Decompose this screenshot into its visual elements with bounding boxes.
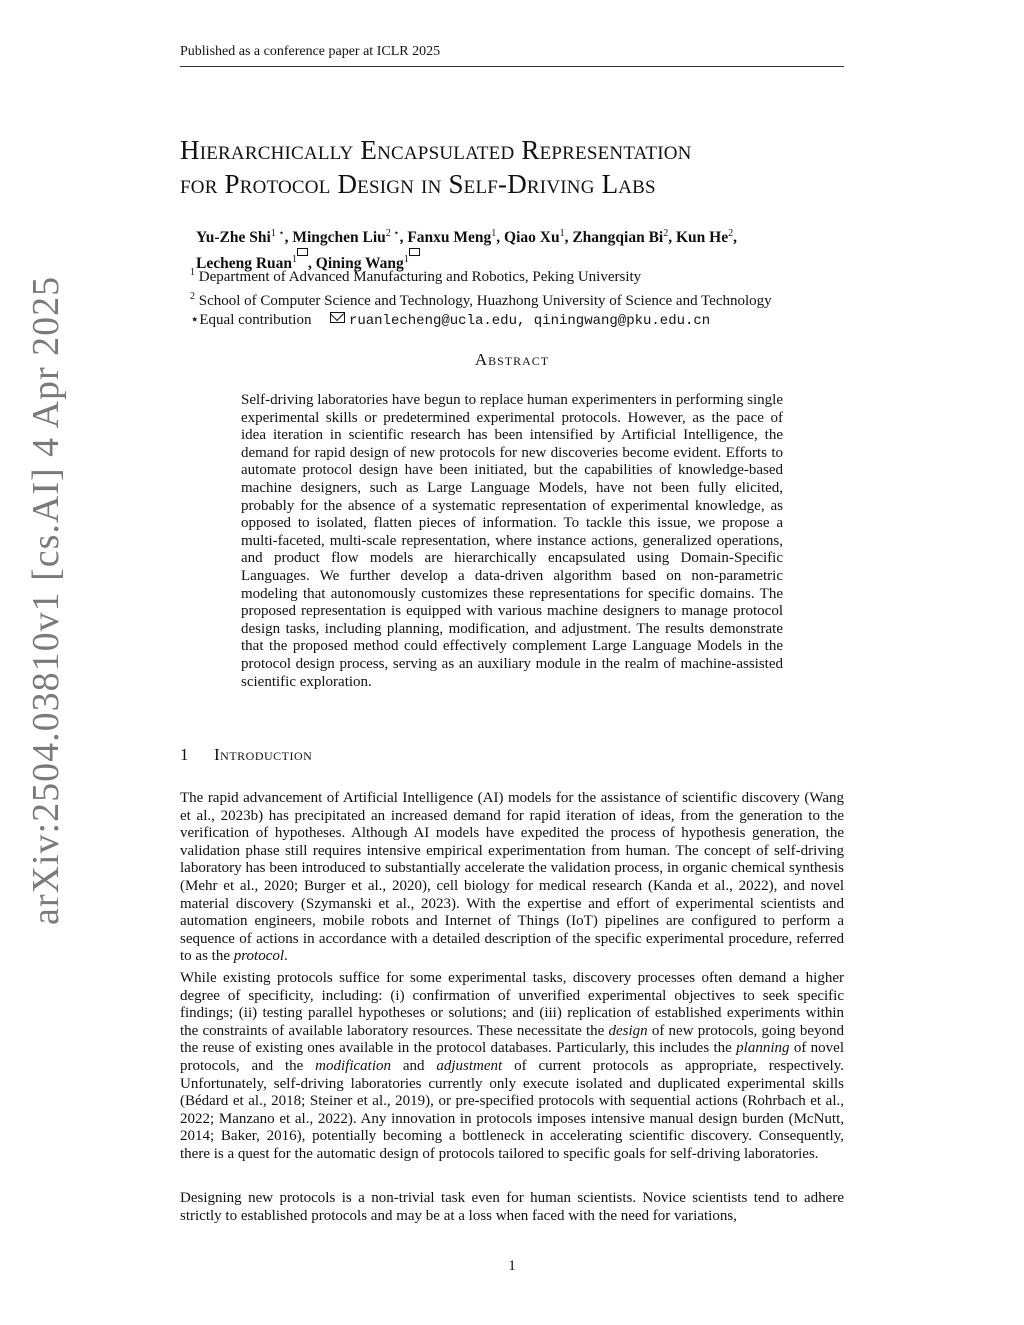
running-head: Published as a conference paper at ICLR 2025 bbox=[180, 44, 441, 59]
paragraph-3: Designing new protocols is a non-trivial task even for human scientists. Novice scientists tend to adhere strictly to established protocols and may be at a loss when faced with the need for variations, bbox=[180, 1190, 844, 1224]
paragraph-2: While existing protocols suffice for some experimental tasks, discovery processes often demand a higher degree of specificity, including: (i) confirmation of unverified experimental objectives to seek specific findings; (ii) testing parallel hypotheses or solutions; and (iii) replication of established experiments within the constraints of available laboratory resources. These necessitate the design of new protocols, going beyond the reuse of existing ones available in the protocol databases. Particularly, this includes the planning of novel protocols, and the modification and adjustment of current protocols as appropriate, respectively. Unfortunately, self-driving laboratories currently only execute isolated and duplicated experimental skills (Bédard et al., 2018; Steiner et al., 2019), or pre-specified protocols with sequential actions (Rohrbach et al., 2022; Manzano et al., 2022). Any innovation in protocols imposes intensive manual design burden (McNutt, 2014; Baker, 2016), potentially becoming a bottleneck in accelerating scientific discovery. Consequently, there is a quest for the automatic design of protocols tailored to specific goals for self-driving laboratories. bbox=[180, 970, 844, 1162]
title-line-1: Hierarchically Encapsulated Representation bbox=[180, 135, 692, 165]
mail-icon bbox=[297, 248, 308, 256]
paper-title bbox=[180, 133, 850, 201]
author-name: Kun He bbox=[676, 229, 729, 247]
author-name: Mingchen Liu bbox=[292, 229, 386, 247]
author-name: Qiao Xu bbox=[504, 229, 560, 247]
paragraph-1: The rapid advancement of Artificial Intelligence (AI) models for the assistance of scientific discovery (Wang et al., 2023b) has precipitated an increased demand for rapid iteration of ideas, from the generation to the verification of hypotheses. Although AI models have expedited the process of hypothesis generation, the validation phase still requires intensive empirical experimentation from human. The concept of self-driving laboratory has been introduced to substantially accelerate the validation process, in organic chemical synthesis (Mehr et al., 2020; Burger et al., 2020), cell biology for medical research (Kanda et al., 2022), and novel material discovery (Szymanski et al., 2023). With the expertise and effort of experimental scientists and automation engineers, mobile robots and Internet of Things (IoT) pipelines are configured to perform a sequence of actions in accordance with a detailed description of the specific experimental procedure, referred to as the protocol. bbox=[180, 790, 844, 965]
abstract-text: Self-driving laboratories have begun to replace human experimenters in performing single experimental skills or predetermined experimental protocols. However, as the pace of idea iteration in scientific research has been intensified by Artificial Intelligence, the demand for rapid design of new protocols for new discoveries become evident. Efforts to automate protocol design have been initiated, but the capabilities of knowledge-based machine designers, such as Large Language Models, have not been fully elicited, probably for the absence of a systematic representation of experimental knowledge, as opposed to isolated, flatten pieces of information. To tackle this issue, we propose a multi-faceted, multi-scale representation, where instance actions, generalized operations, and product flow models are hierarchically encapsulated using Domain-Specific Languages. We further develop a data-driven algorithm based on non-parametric modeling that autonomously customizes these representations for specific domains. The proposed representation is equipped with various machine designers to manage protocol design tasks, including planning, modification, and adjustment. The results demonstrate that the proposed method could effectively complement Large Language Models in the protocol design process, serving as an auxiliary module in the realm of machine-assisted scientific exploration. bbox=[241, 392, 783, 690]
author-sup: 2 bbox=[663, 228, 669, 239]
page-number: 1 bbox=[508, 1258, 516, 1274]
author-name: Qining Wang bbox=[315, 255, 404, 273]
author-sup: 1 ⋆ bbox=[270, 228, 285, 239]
mail-icon bbox=[330, 312, 345, 323]
author-sup: 1 bbox=[292, 254, 308, 265]
title-line-2: for Protocol Design in Self-Driving Labs bbox=[180, 169, 656, 199]
equal-contribution: ⋆Equal contribution bbox=[190, 312, 312, 328]
author-sup: 2 ⋆ bbox=[385, 228, 400, 239]
section-title: Introduction bbox=[214, 745, 313, 764]
abstract-heading: Abstract bbox=[474, 350, 550, 369]
mail-icon bbox=[409, 248, 420, 256]
section-number: 1 bbox=[180, 745, 189, 764]
author-sup: 1 bbox=[404, 254, 420, 265]
header-rule bbox=[180, 66, 844, 67]
affiliations bbox=[190, 263, 850, 331]
contact-line bbox=[190, 311, 850, 331]
section-heading bbox=[180, 745, 312, 765]
author-list: Yu-Zhe Shi$^{1 ⋆}$, Mingchen Liu$^{2 ⋆}$, Fanxu Meng$^1$, Qiao Xu$^1$, Zhangqian Bi$^2$, Kun He$^2$, Lecheng Ruan$^1$ , Qining Wang$^1$ bbox=[196, 228, 737, 273]
arxiv-side-stamp: arXiv:2504.03810v1 [cs.AI] 4 Apr 2025 bbox=[25, 275, 67, 925]
author-sup: 1 bbox=[559, 228, 565, 239]
author-name: Zhangqian Bi bbox=[572, 229, 664, 247]
contact-emails[interactable]: ruanlecheng@ucla.edu, qiningwang@pku.edu.cn bbox=[348, 313, 711, 329]
author-name: Fanxu Meng bbox=[407, 229, 492, 247]
author-sup: 1 bbox=[491, 228, 497, 239]
author-name: Yu-Zhe Shi bbox=[196, 229, 271, 247]
author-sup: 2 bbox=[728, 228, 734, 239]
affiliation-2: $^2$ School of Computer Science and Technology, Huazhong University of Science and Technology bbox=[190, 291, 772, 309]
author-name: Lecheng Ruan bbox=[196, 255, 293, 273]
affiliation-1: $^1$ Department of Advanced Manufacturing and Robotics, Peking University bbox=[190, 267, 642, 285]
